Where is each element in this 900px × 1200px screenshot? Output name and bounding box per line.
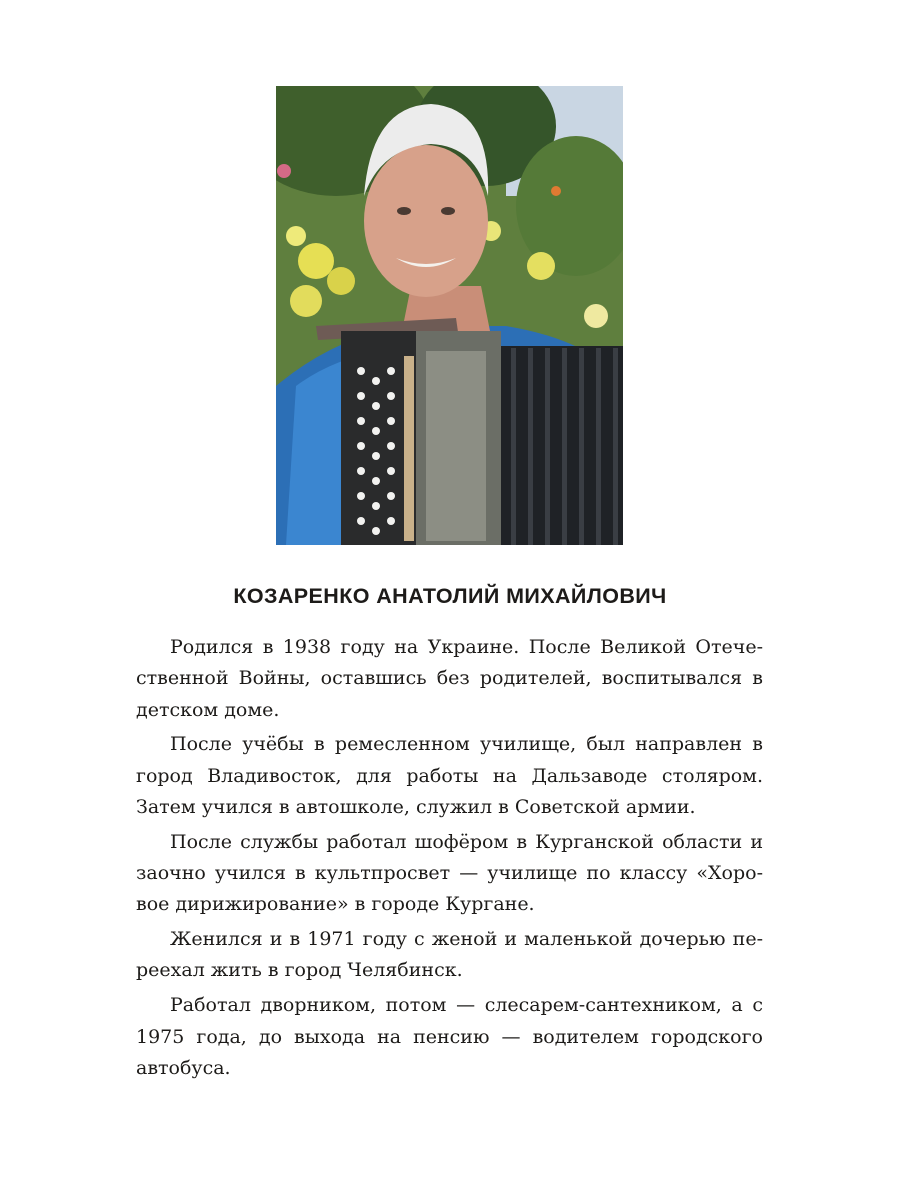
portrait-photo xyxy=(276,86,623,545)
paragraph: Работал дворником, потом — слесарем-сантехником, а с 1975 года, до выхода на пенсию — водителем городского автобуса. xyxy=(136,994,763,1079)
paragraph: После учёбы в ремесленном училище, был направлен в город Владивосток, для работы на Дальзаводе столяром. Затем учился в автошколе, служил в Советской армии. xyxy=(136,733,763,818)
page-title: КОЗАРЕНКО АНАТОЛИЙ МИХАЙЛОВИЧ xyxy=(233,584,667,608)
paragraph: Родился в 1938 году на Украине. После Великой Отечественной Войны, оставшись без родителей, воспитывался в детском доме. xyxy=(136,636,763,721)
paragraph: Женился и в 1971 году с женой и маленькой дочерью переехал жить в город Челябинск. xyxy=(136,928,763,982)
biography-text xyxy=(136,632,763,1088)
paragraph: После службы работал шофёром в Курганской области и заочно учился в культпросвет — училище по классу «Хоровое дирижирование» в городе Кургане. xyxy=(136,830,763,916)
